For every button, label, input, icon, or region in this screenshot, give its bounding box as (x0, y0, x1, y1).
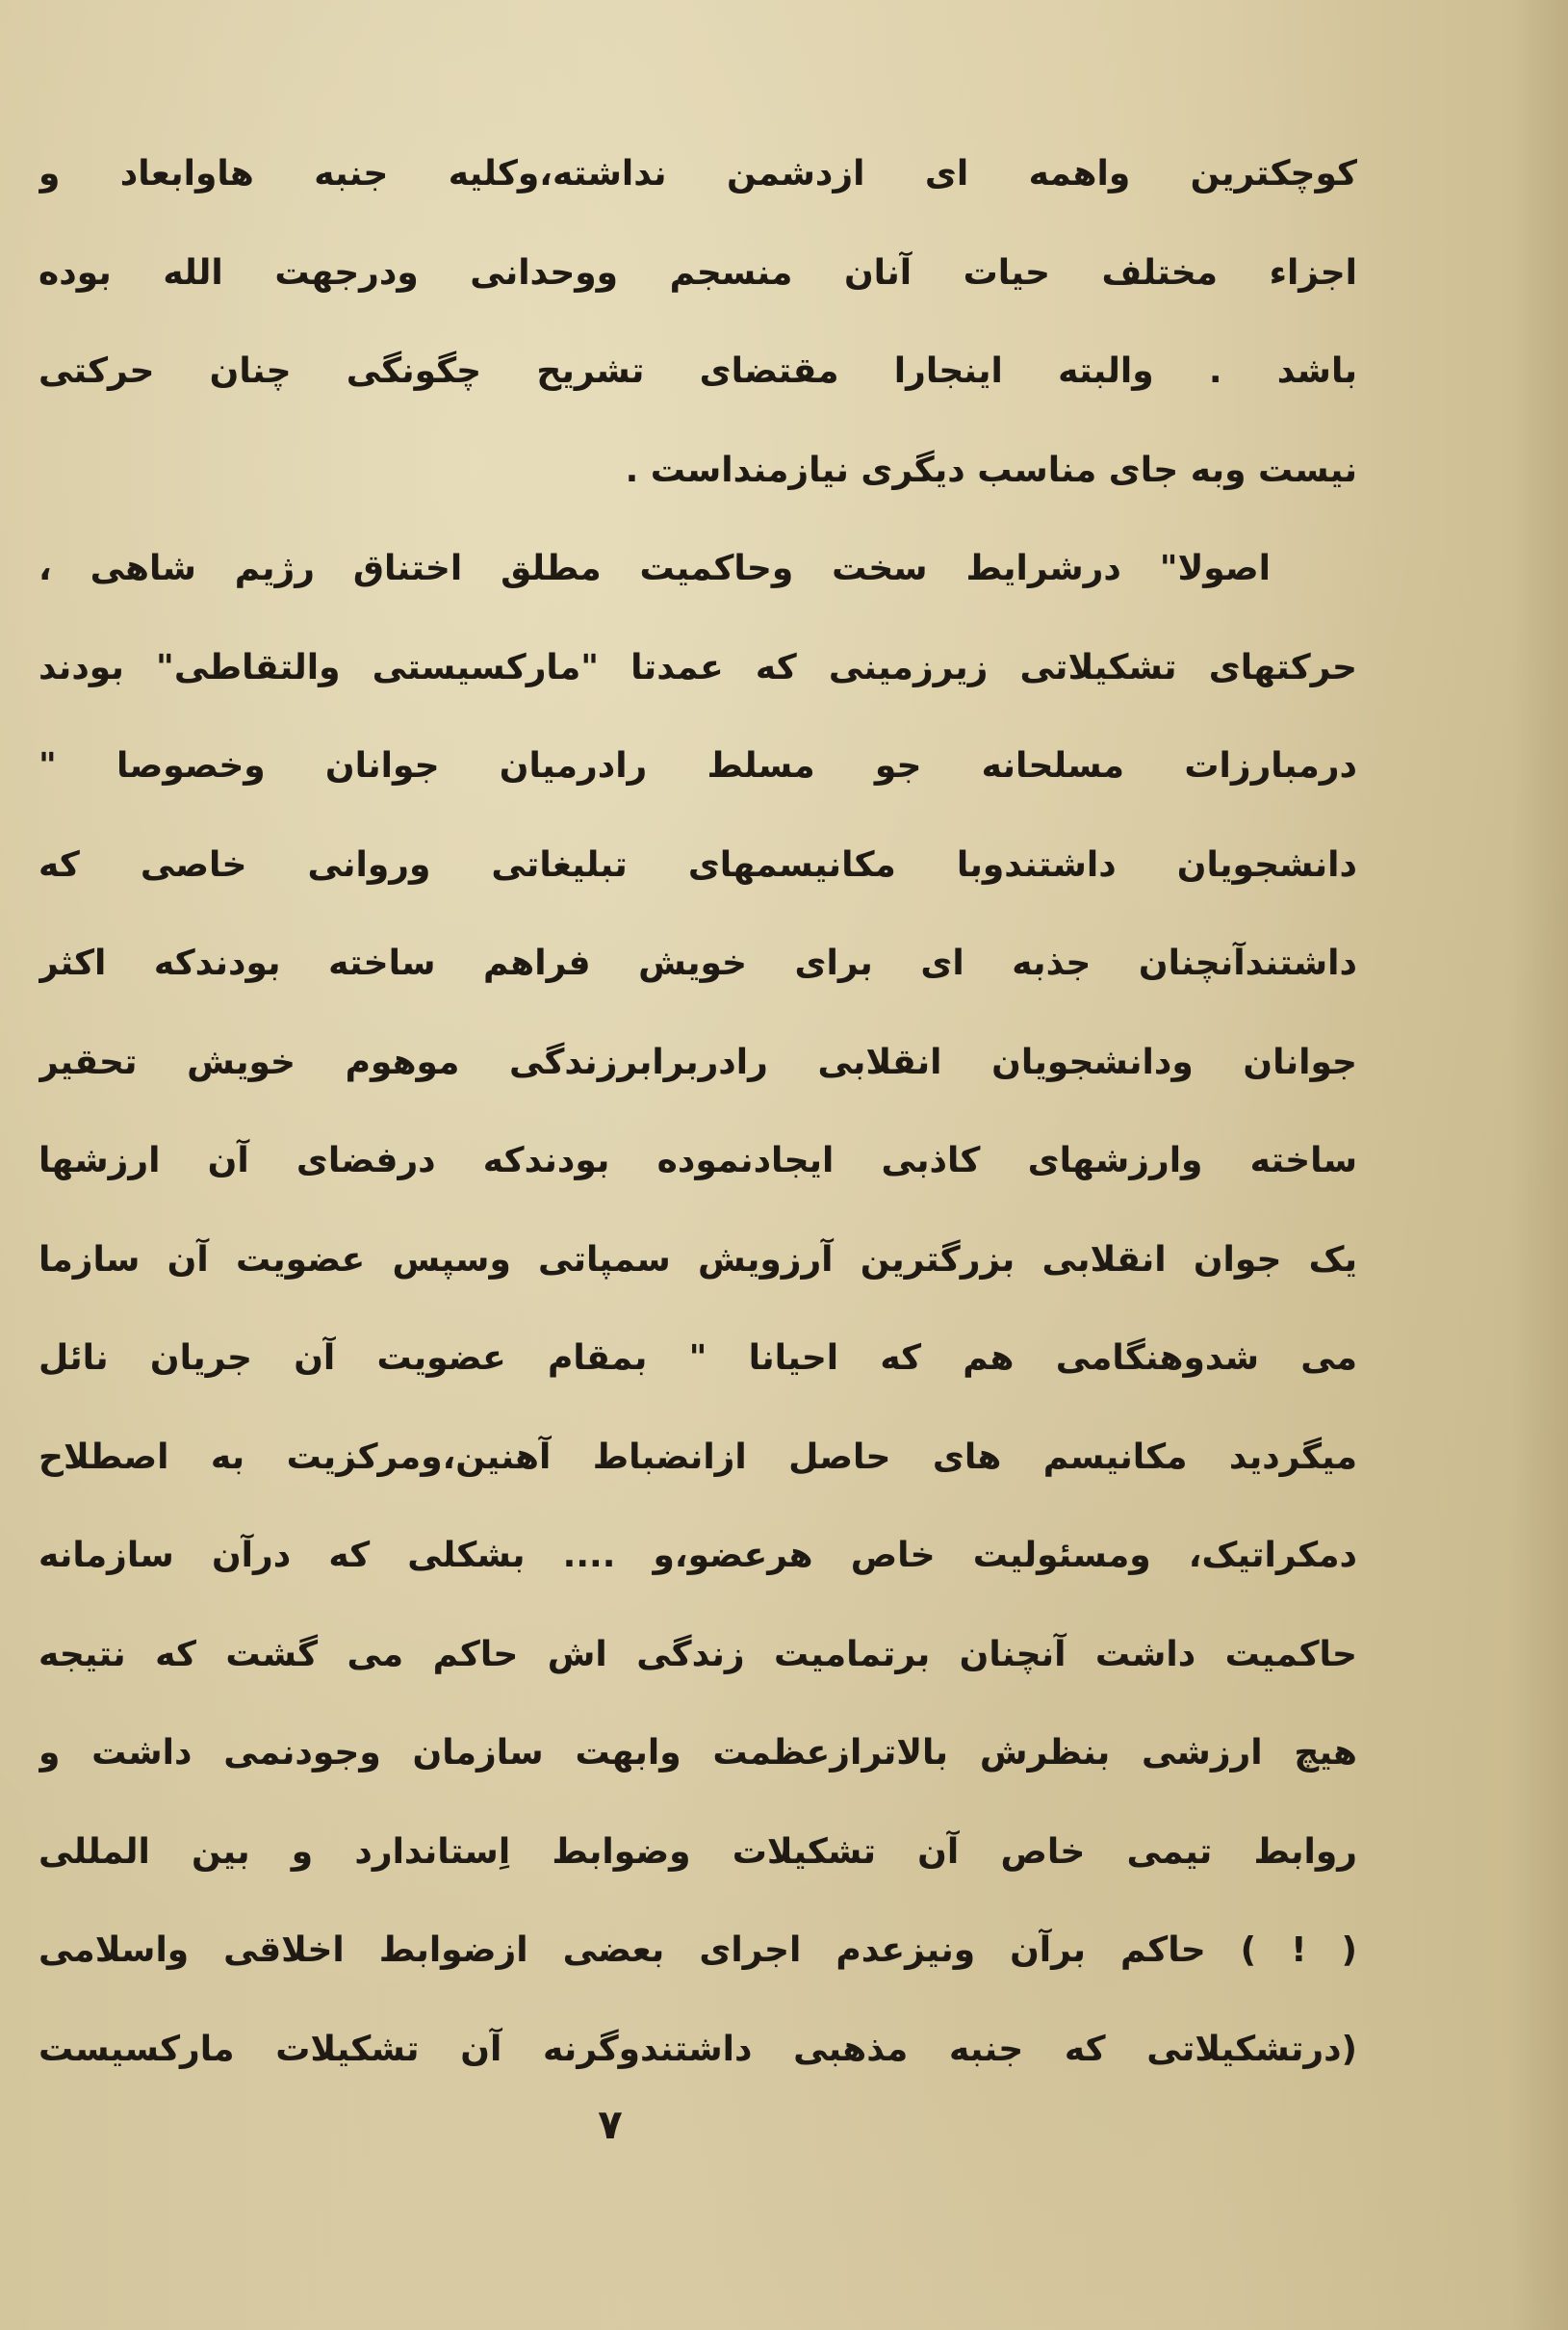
text-line-2: اجزاء مختلف حیات آنان منسجم ووحدانی ودرجهت الله بوده (39, 252, 1357, 293)
text-line-7: درمبارزات مسلحانه جو مسلط رادرمیان جوانان وخصوصا " (39, 746, 1357, 786)
text-line-4: نیست وبه جای مناسب دیگری نیازمنداست . (625, 450, 1357, 490)
text-line-9: داشتندآنچنان جذبه ای برای خویش فراهم ساخته بودندکه اکثر (39, 944, 1357, 983)
text-line-14: میگردید مکانیسم های حاصل ازانضباط آهنین،ومرکزیت به اصطلاح (39, 1437, 1357, 1477)
text-line-5: اصولا" درشرایط سخت وحاکمیت مطلق اختناق رژیم شاهی ، (39, 549, 1271, 588)
text-line-18: روابط تیمی خاص آن تشکیلات وضوابط اِستاندارد و بین المللی (39, 1831, 1357, 1872)
text-line-6: حرکتهای تشکیلاتی زیرزمینی که عمدتا "مارکسیستی والتقاطی" بودند (39, 647, 1357, 687)
text-line-3: باشد . والبته اینجارا مقتضای تشریح چگونگی چنان حرکتی (39, 351, 1357, 391)
text-line-11: ساخته وارزشهای کاذبی ایجادنموده بودندکه درفضای آن ارزشها (39, 1141, 1357, 1180)
text-line-12: یک جوان انقلابی بزرگترین آرزویش سمپاتی وسپس عضویت آن سازما (39, 1239, 1357, 1280)
text-line-10: جوانان ودانشجویان انقلابی رادربرابرزندگی موهوم خویش تحقیر (39, 1042, 1357, 1082)
text-line-8: دانشجویان داشتندوبا مکانیسمهای تبلیغاتی وروانی خاصی که (39, 844, 1357, 885)
page-number: ۷ (598, 2101, 623, 2148)
text-line-13: می شدوهنگامی هم که احیانا " بمقام عضویت آن جریان نائل (39, 1338, 1357, 1378)
body-text (39, 125, 1357, 2099)
text-line-19: ( ! ) حاکم برآن ونیزعدم اجرای بعضی ازضوابط اخلاقی واسلامی (39, 1930, 1357, 1970)
text-line-16: حاکمیت داشت آنچنان برتمامیت زندگی اش حاکم می گشت که نتیجه (39, 1634, 1357, 1674)
text-line-17: هیچ ارزشی بنظرش بالاترازعظمت وابهت سازمان وجودنمی داشت و (39, 1733, 1357, 1773)
text-line-1: کوچکترین واهمه ای ازدشمن نداشته،وکلیه جنبه هاوابعاد و (39, 154, 1357, 194)
text-line-20: (درتشکیلاتی که جنبه مذهبی داشتندوگرنه آن تشکیلات مارکسیست (39, 2029, 1357, 2069)
text-line-15: دمکراتیک، ومسئولیت خاص هرعضو،و .... بشکلی که درآن سازمانه (39, 1536, 1357, 1575)
